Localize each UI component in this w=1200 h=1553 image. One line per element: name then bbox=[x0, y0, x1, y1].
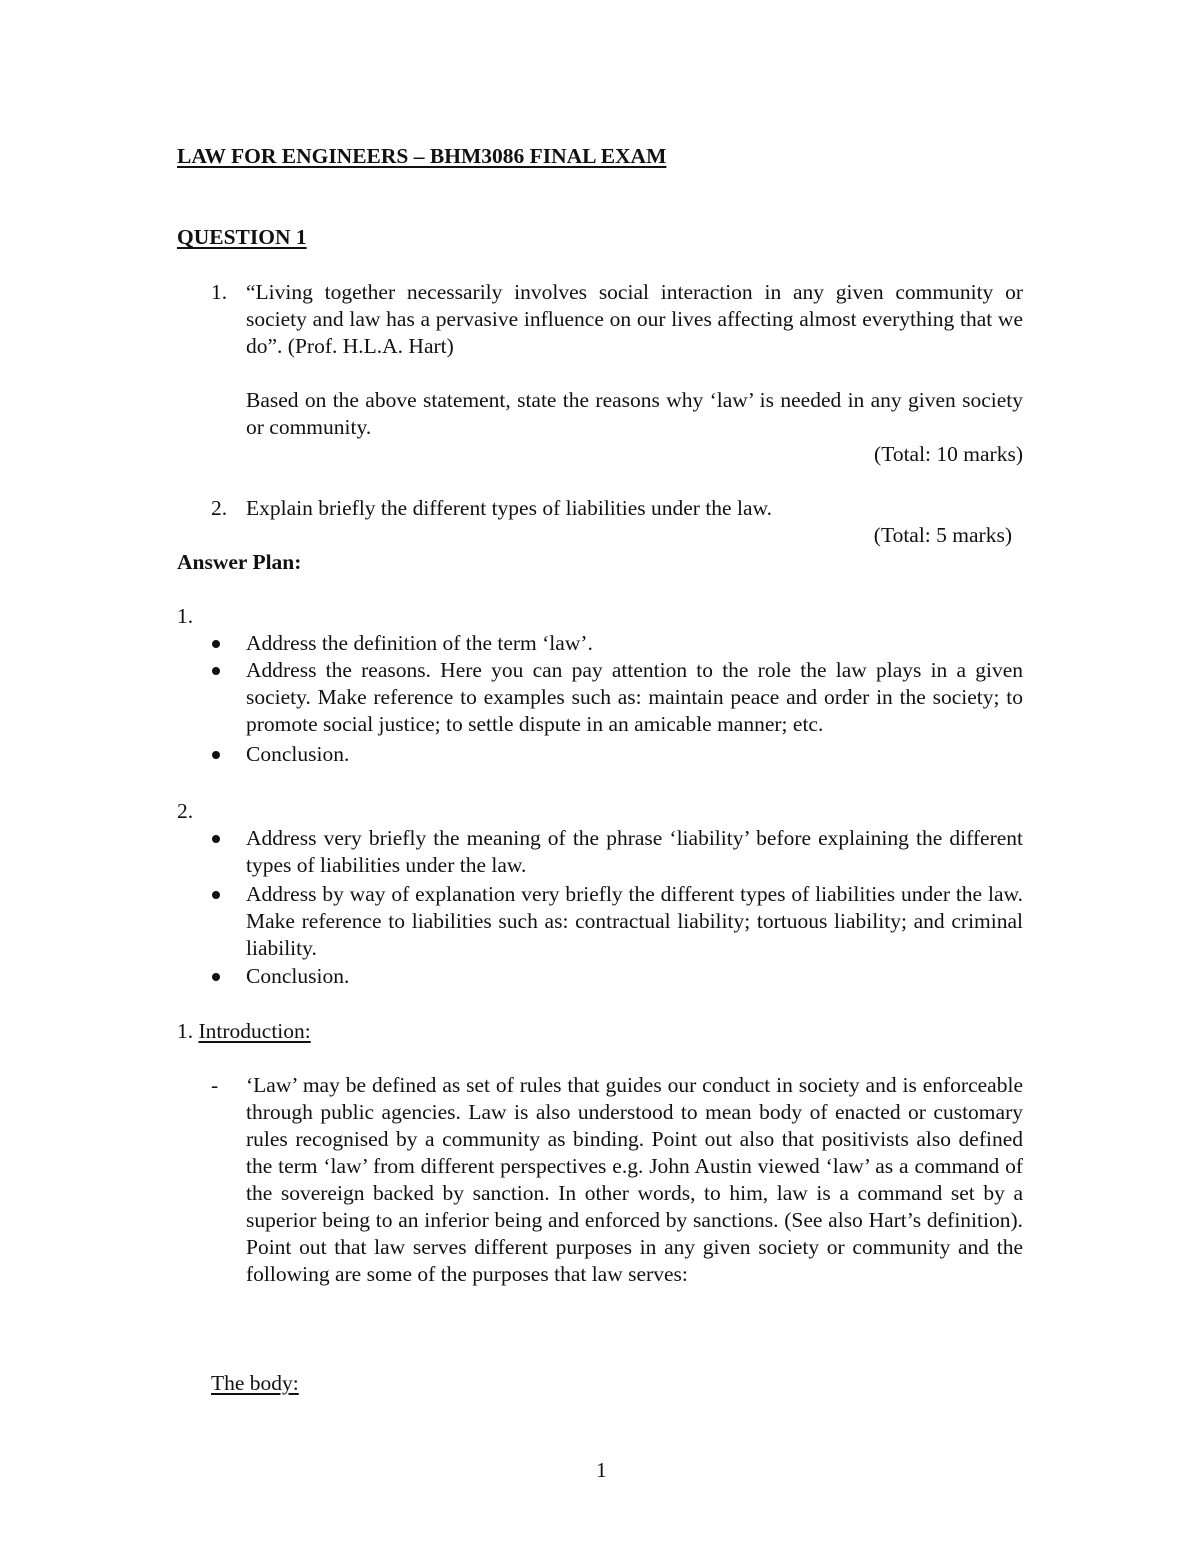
q1-quote: “Living together necessarily involves social interaction in any given community or society and law has a pervasive influence on our lives affecting almost everything that we do”. (Prof. H.L.A. Hart) bbox=[246, 280, 1023, 358]
plan2-bullet-3: Conclusion. bbox=[246, 964, 350, 988]
intro-heading-line bbox=[177, 1018, 311, 1045]
plan2-bullet-2: Address by way of explanation very briefly the different types of liabilities under the law. Make reference to liabilities such as: contractual liability; tortuous liability; and criminal liability. bbox=[246, 882, 1023, 960]
intro-heading: Introduction: bbox=[198, 1019, 311, 1043]
plan2-bullet-1: Address very briefly the meaning of the phrase ‘liability’ before explaining the different types of liabilities under the law. bbox=[246, 826, 1023, 877]
question-heading: QUESTION 1 bbox=[177, 225, 307, 249]
intro-paragraph: ‘Law’ may be defined as set of rules that guides our conduct in society and is enforceable through public agencies. Law is also understood to mean body of enacted or customary rules recognised by a community as binding. Point out also that positivists also defined the term ‘law’ from different perspectives e.g. John Austin viewed ‘law’ as a command of the sovereign backed by sanction. In other words, to him, law is a command set by a superior being to an inferior being and enforced by sanctions. (See also Hart’s definition). Point out that law serves different purposes in any given society or community and the following are some of the purposes that law serves: bbox=[246, 1073, 1023, 1286]
bullet-icon bbox=[212, 751, 220, 759]
body-heading: The body: bbox=[211, 1371, 299, 1395]
bullet-icon bbox=[212, 891, 220, 899]
intro-dash: - bbox=[211, 1073, 219, 1097]
answer-plan-heading: Answer Plan: bbox=[177, 550, 302, 574]
plan1-bullet-3: Conclusion. bbox=[246, 742, 350, 766]
q2-number: 2. bbox=[211, 496, 228, 520]
page-number: 1 bbox=[596, 1458, 607, 1482]
bullet-icon bbox=[212, 667, 220, 675]
intro-number: 1. bbox=[177, 1019, 199, 1043]
q1-prompt: Based on the above statement, state the reasons why ‘law’ is needed in any given society or community. bbox=[246, 388, 1023, 439]
q1-marks: (Total: 10 marks) bbox=[874, 442, 1023, 466]
document-title: LAW FOR ENGINEERS – BHM3086 FINAL EXAM bbox=[177, 144, 667, 168]
bullet-icon bbox=[212, 835, 220, 843]
plan1-number: 1. bbox=[177, 604, 194, 628]
bullet-icon bbox=[212, 640, 220, 648]
q1-number: 1. bbox=[211, 280, 228, 304]
bullet-icon bbox=[212, 973, 220, 981]
plan1-bullet-2: Address the reasons. Here you can pay attention to the role the law plays in a given society. Make reference to examples such as: maintain peace and order in the society; to promote social justice; to settle dispute in an amicable manner; etc. bbox=[246, 658, 1023, 736]
plan1-bullet-1: Address the definition of the term ‘law’. bbox=[246, 631, 593, 655]
q2-text: Explain briefly the different types of liabilities under the law. bbox=[246, 496, 772, 520]
plan2-number: 2. bbox=[177, 799, 194, 823]
q2-marks: (Total: 5 marks) bbox=[873, 523, 1012, 547]
